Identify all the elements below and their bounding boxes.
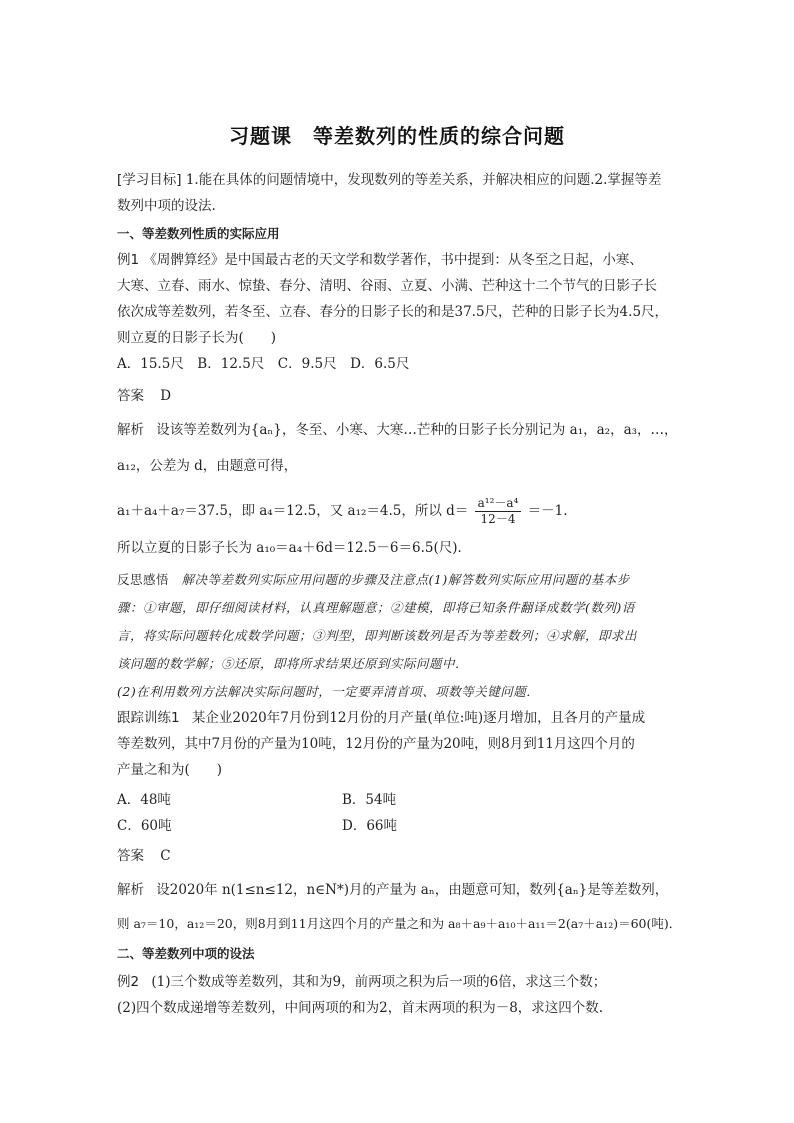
practice-1-analysis-1: 解析 设2020年 n(1≤n≤12，n∈N*)月的产量为 aₙ，由题意可知，数列{aₙ}是等差数列， [117,882,669,898]
option-c: C．60吨 [117,818,172,834]
example-1-line-4: 则立夏的日影子长为( ) [117,330,277,346]
example-1-label: 例1 [117,252,140,268]
example-1-options: A．15.5尺 B．12.5尺 C．9.5尺 D．6.5尺 [117,356,410,372]
reflection-line-3: 言，将实际问题转化成数学问题；③判型，即判断该数列是否为等差数列；④求解，即求出 [117,628,638,643]
example-1-line-3: 依次成等差数列，若冬至、立春、春分的日影子长的和是37.5尺，芒种的日影子长为4.5尺， [117,304,669,320]
answer-label: 答案 [117,388,144,404]
reflection-line-1: 反思感悟 解决等差数列实际应用问题的步骤及注意点(1)解答数列实际应用问题的基本步 [117,572,630,587]
answer-label: 答案 [117,848,144,864]
example-2-line-1: 例2 (1)三个数成等差数列，其和为9，前两项之积为后一项的6倍，求这三个数； [117,974,607,990]
reflection-line-2: 骤：①审题，即仔细阅读材料，认真理解题意；②建模，即将已知条件翻译成数学(数列)语 [117,600,635,615]
example-2-label: 例2 [117,974,140,990]
example-1-analysis-1: 解析 设该等差数列为{aₙ}，冬至、小寒、大寒…芒种的日影子长分别记为 a₁，a₂，a₃，…， [117,422,678,438]
practice-1-answer [117,846,171,866]
learning-objectives [117,170,661,190]
reflection-label: 反思感悟 [117,572,170,587]
example-1-analysis-2: a₁₂，公差为 d，由题意可得， [117,458,298,474]
practice-1-line-1: 跟踪训练1 某企业2020年7月份到12月份的月产量(单位:吨)逐月增加，且各月的产量成 [117,710,646,726]
page-title: 习题课 等差数列的性质的综合问题 [229,124,565,148]
example-1-answer [117,386,171,406]
example-2-line-2: (2)四个数成递增等差数列，中间两项的和为2，首末两项的积为－8，求这四个数. [117,1000,604,1016]
option-d: D．66吨 [342,818,398,834]
option-b: B．54吨 [342,792,397,808]
reflection-line-5: (2)在利用数列方法解决实际问题时，一定要弄清首项、项数等关键问题． [117,684,540,699]
answer-value: D [160,388,172,404]
analysis-label: 解析 [117,882,144,898]
objectives-tag: [学习目标] [117,172,182,188]
difference-fraction [475,496,522,527]
practice-1-line-3: 产量之和为( ) [117,762,223,778]
fraction-denominator: 12－4 [480,512,516,526]
practice-1-label: 跟踪训练1 [117,710,180,726]
practice-1-analysis-2: 则 a₇＝10，a₁₂＝20，则8月到11月这四个月的产量之和为 a₈＋a₉＋a₁₀＋a₁₁＝2(a₇＋a₁₂)＝60(吨)． [117,916,682,931]
analysis-label: 解析 [117,422,144,438]
practice-1-line-2: 等差数列，其中7月份的产量为10吨，12月份的产量为20吨，则8月到11月这四个月的 [117,736,635,752]
practice-1-options-row-1 [117,790,677,810]
option-a: A．48吨 [117,792,171,808]
practice-1-options-row-2 [117,816,677,836]
objectives-text-2: 数列中项的设法. [117,198,216,214]
example-1-analysis-3: a₁＋a₄＋a₇＝37.5，即 a₄＝12.5，又 a₁₂＝4.5，所以 d＝ $\frac{\text{a¹²－a⁴}}{12-4}$ ＝－1. [117,496,568,526]
example-1-line-2: 大寒、立春、雨水、惊蛰、春分、清明、谷雨、立夏、小满、芒种这十二个节气的日影子长 [117,278,657,294]
reflection-line-4: 该问题的数学解；⑤还原，即将所求结果还原到实际问题中． [117,656,469,671]
section-1-heading: 一、等差数列性质的实际应用 [117,226,280,241]
answer-value: C [160,848,171,864]
section-2-heading: 二、等差数列中项的设法 [117,946,255,961]
example-1-line-1: 例1 《周髀算经》是中国最古老的天文学和数学著作，书中提到：从冬至之日起，小寒、 [117,252,643,268]
objectives-text-1: 1.能在具体的问题情境中，发现数列的等差关系，并解决相应的问题.2.掌握等差 [185,172,662,188]
example-1-analysis-4: 所以立夏的日影子长为 a₁₀＝a₄＋6d＝12.5－6＝6.5(尺)． [117,540,472,556]
fraction-numerator: a¹²－a⁴ [475,496,522,512]
